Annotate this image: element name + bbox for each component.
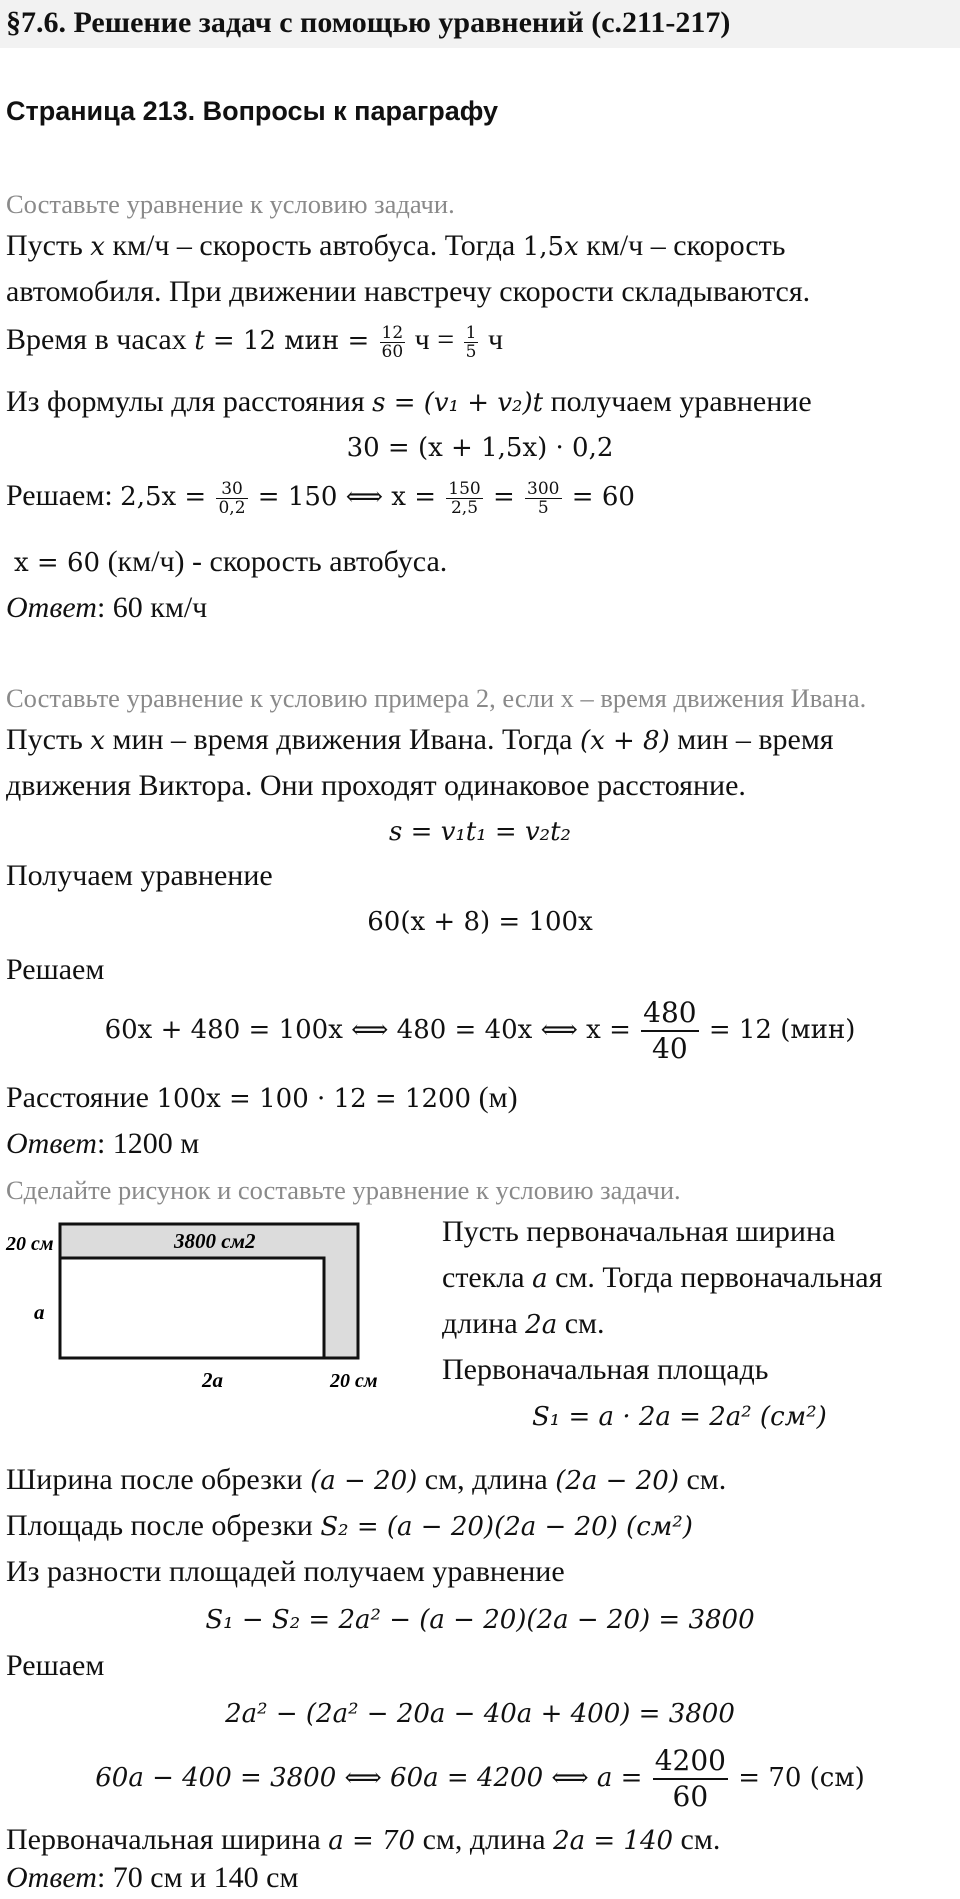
task2-prompt: Составьте уравнение к условию примера 2, если x – время движения Ивана. [6,683,867,713]
task3-solution: 60a − 400 = 3800 ⟺ 60a = 4200 ⟺ a = $\frac{4200}{60}$ = 70 (см) [95,1744,865,1813]
task3-line5: Решаем [6,1649,105,1682]
task1-equation: 30 = (x + 1,5x) · 0,2 [346,433,614,463]
label-bottom-right: 20 см [330,1370,378,1392]
label-top-area: 3800 см2 [174,1229,256,1253]
task2-solution: 60x + 480 = 100x ⟺ 480 = 40x ⟺ x = $\frac{480}{40}$ = 12 (мин) [104,996,856,1065]
cut-glass-outline [60,1258,324,1358]
task2-answer: Ответ: 1200 м [6,1127,200,1160]
task3-right-line3: длина 2a см. [442,1307,605,1340]
page-heading: Страница 213. Вопросы к параграфу [6,96,499,126]
task2-distance: Расстояние 100x = 100 · 12 = 1200 (м) [6,1081,518,1114]
task1-line4: Из формулы для расстояния s = (v₁ + v₂)t получаем уравнение [6,385,812,418]
task1-line2: автомобиля. При движении навстречу скорости складываются. [6,275,811,308]
task2-line6: Решаем [6,953,105,986]
fraction: $\frac{30}{0,2}$ [218,478,246,518]
task2-equation: 60(x + 8) = 100x [367,907,593,937]
label-length: 2a [202,1368,223,1392]
fraction: $\frac{1}{5}$ [465,322,477,362]
task3-right-line2: стекла a см. Тогда первоначальная [442,1261,883,1294]
task1-line1: Пусть x км/ч – скорость автобуса. Тогда 1,5x км/ч – скорость [6,229,786,262]
fraction: $\frac{480}{40}$ [643,996,697,1065]
task3-result: Первоначальная ширина a = 70 см, длина 2a = 140 см. [6,1823,721,1856]
fraction: $\frac{300}{5}$ [527,478,560,518]
glass-diagram [0,1216,420,1436]
fraction: $\frac{150}{2,5}$ [448,478,481,518]
task2-line2: движения Виктора. Они проходят одинаковое расстояние. [6,769,746,802]
label-top-left: 20 см [6,1233,54,1255]
task1-prompt: Составьте уравнение к условию задачи. [6,189,455,219]
task2-line1: Пусть x мин – время движения Ивана. Тогда (x + 8) мин – время [6,723,834,756]
task1-answer: Ответ: 60 км/ч [6,591,208,624]
task2-line4: Получаем уравнение [6,859,273,892]
task3-initial-area: S₁ = a · 2a = 2a² (см²) [532,1402,827,1432]
fraction: $\frac{4200}{60}$ [654,1744,726,1813]
task3-line1: Ширина после обрезки (a − 20) см, длина (2a − 20) см. [6,1463,727,1496]
task2-distance-formula: s = v₁t₁ = v₂t₂ [389,817,571,847]
task3-right-line4: Первоначальная площадь [442,1353,769,1386]
task1-result: x = 60 (км/ч) - скорость автобуса. [14,545,448,578]
task3-expanded-equation: 2a² − (2a² − 20a − 40a + 400) = 3800 [225,1699,735,1729]
task3-equation: S₁ − S₂ = 2a² − (a − 20)(2a − 20) = 3800 [205,1605,755,1635]
task3-line3: Из разности площадей получаем уравнение [6,1555,565,1588]
label-width: a [34,1300,45,1324]
fraction: $\frac{12}{60}$ [381,322,404,362]
task3-prompt: Сделайте рисунок и составьте уравнение к условию задачи. [6,1175,681,1205]
task1-solution: Решаем: 2,5x = $\frac{30}{0,2}$ = 150 ⟺ x = $\frac{150}{2,5}$ = $\frac{300}{5}$ = 60 [6,478,635,518]
task1-line3: Время в часах t = 12 мин = $\frac{12}{60}$ ч = $\frac{1}{5}$ ч [6,322,504,362]
task3-answer: Ответ: 70 см и 140 см [6,1861,299,1894]
section-title: §7.6. Решение задач с помощью уравнений (с.211-217) [6,6,731,39]
task3-right-line1: Пусть первоначальная ширина [442,1215,836,1248]
task3-line2: Площадь после обрезки S₂ = (a − 20)(2a − 20) (см²) [6,1509,693,1542]
